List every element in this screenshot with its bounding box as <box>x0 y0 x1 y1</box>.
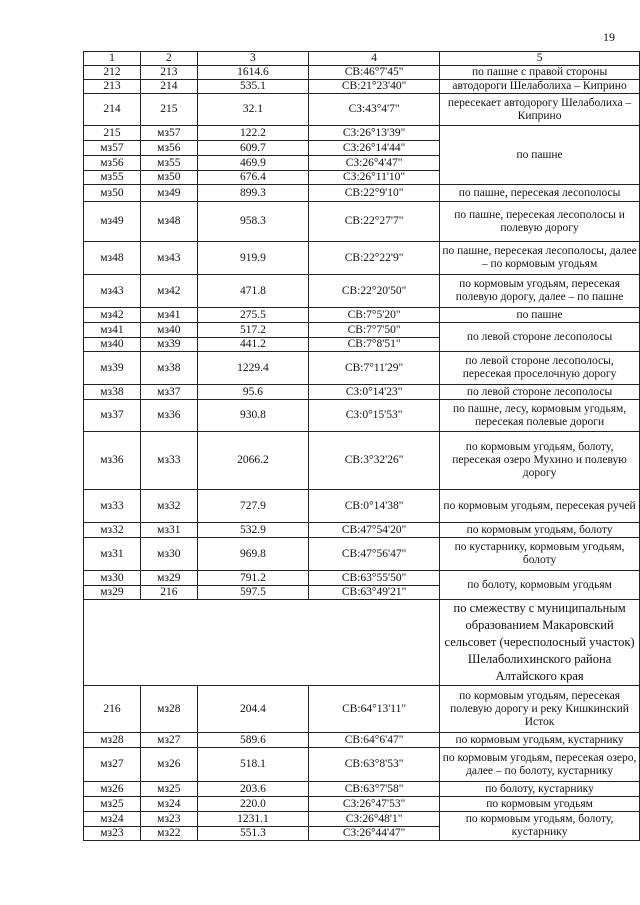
from-point-cell: мз28 <box>84 733 141 748</box>
description-cell: по кормовым угодьям <box>440 797 640 812</box>
table-row <box>84 352 640 385</box>
from-point-cell: мз32 <box>84 523 141 538</box>
description-cell: по кормовым угодьям, кустарнику <box>440 733 640 748</box>
column-header-2: 2 <box>140 52 197 66</box>
description-cell: по левой стороне лесополосы <box>440 385 640 400</box>
table-row <box>84 523 640 538</box>
description-cell: по кормовым угодьям, пересекая полевую дорогу и реку Кишкинский Исток <box>440 686 640 733</box>
from-point-cell: 215 <box>84 126 141 141</box>
table-row <box>84 80 640 94</box>
length-cell: 899.3 <box>197 185 308 202</box>
table-row <box>84 323 640 338</box>
from-point-cell: мз55 <box>84 171 141 185</box>
to-point-cell: мз30 <box>140 538 197 571</box>
table-row <box>84 571 640 586</box>
length-cell: 203.6 <box>197 782 308 797</box>
from-point-cell: мз25 <box>84 797 141 812</box>
bearing-cell: СВ:22°20'50" <box>309 275 440 308</box>
from-point-cell: мз26 <box>84 782 141 797</box>
table-row <box>84 242 640 275</box>
length-cell: 518.1 <box>197 748 308 782</box>
length-cell: 95.6 <box>197 385 308 400</box>
bearing-cell: СВ:22°22'9" <box>309 242 440 275</box>
length-cell: 791.2 <box>197 571 308 586</box>
bearing-cell: СЗ:43°4'7" <box>309 94 440 126</box>
to-point-cell: мз42 <box>140 275 197 308</box>
table-row <box>84 733 640 748</box>
description-cell: по левой стороне лесополосы, пересекая проселочную дорогу <box>440 352 640 385</box>
table-row <box>84 66 640 80</box>
bearing-cell: СВ:22°9'10" <box>309 185 440 202</box>
from-point-cell: мз39 <box>84 352 141 385</box>
length-cell: 551.3 <box>197 827 308 841</box>
length-cell: 1231.1 <box>197 812 308 827</box>
bearing-cell: СВ:63°49'21" <box>309 586 440 600</box>
column-header-5: 5 <box>440 52 640 66</box>
to-point-cell: мз50 <box>140 171 197 185</box>
table-row <box>84 202 640 242</box>
to-point-cell: мз36 <box>140 400 197 432</box>
to-point-cell: мз49 <box>140 185 197 202</box>
bearing-cell: СВ:63°7'58" <box>309 782 440 797</box>
length-cell: 1229.4 <box>197 352 308 385</box>
to-point-cell: мз24 <box>140 797 197 812</box>
length-cell: 609.7 <box>197 141 308 156</box>
to-point-cell: мз32 <box>140 490 197 523</box>
table-row <box>84 275 640 308</box>
description-cell: по кормовым угодьям, болоту, пересекая озеро Мухино и полевую дорогу <box>440 432 640 490</box>
to-point-cell: 216 <box>140 586 197 600</box>
table-row <box>84 686 640 733</box>
from-point-cell: мз57 <box>84 141 141 156</box>
description-cell: по пашне, пересекая лесополосы <box>440 185 640 202</box>
table-note-row <box>84 600 640 686</box>
description-cell: по кормовым угодьям, болоту, кустарнику <box>440 812 640 841</box>
to-point-cell: мз31 <box>140 523 197 538</box>
to-point-cell: мз56 <box>140 141 197 156</box>
description-cell: по пашне, пересекая лесополосы и полевую дорогу <box>440 202 640 242</box>
description-cell: пересекает автодорогу Шелаболиха – Киприно <box>440 94 640 126</box>
bearing-cell: СВ:64°6'47" <box>309 733 440 748</box>
table-row <box>84 812 640 827</box>
description-cell: по левой стороне лесополосы <box>440 323 640 352</box>
bearing-cell: СВ:7°8'51" <box>309 338 440 352</box>
table-row <box>84 308 640 323</box>
bearing-cell: СВ:64°13'11" <box>309 686 440 733</box>
description-cell: по болоту, кустарнику <box>440 782 640 797</box>
description-cell: по кормовым угодьям, пересекая ручей <box>440 490 640 523</box>
bearing-cell: СЗ:0°15'53" <box>309 400 440 432</box>
description-cell: по кормовым угодьям, пересекая озеро, далее – по болоту, кустарнику <box>440 748 640 782</box>
bearing-cell: СВ:46°7'45" <box>309 66 440 80</box>
boundary-table <box>83 51 640 841</box>
to-point-cell: 214 <box>140 80 197 94</box>
from-point-cell: мз40 <box>84 338 141 352</box>
bearing-cell: СВ:7°11'29" <box>309 352 440 385</box>
length-cell: 220.0 <box>197 797 308 812</box>
from-point-cell: 216 <box>84 686 141 733</box>
from-point-cell: мз29 <box>84 586 141 600</box>
length-cell: 441.2 <box>197 338 308 352</box>
length-cell: 204.4 <box>197 686 308 733</box>
length-cell: 1614.6 <box>197 66 308 80</box>
bearing-cell: СВ:47°54'20" <box>309 523 440 538</box>
bearing-cell: СЗ:26°48'1" <box>309 812 440 827</box>
description-cell: по кормовым угодьям, болоту <box>440 523 640 538</box>
bearing-cell: СВ:47°56'47" <box>309 538 440 571</box>
table-row <box>84 94 640 126</box>
bearing-cell: СВ:3°32'26" <box>309 432 440 490</box>
from-point-cell: мз48 <box>84 242 141 275</box>
length-cell: 32.1 <box>197 94 308 126</box>
to-point-cell: мз25 <box>140 782 197 797</box>
bearing-cell: СЗ:26°13'39" <box>309 126 440 141</box>
to-point-cell: мз33 <box>140 432 197 490</box>
bearing-cell: СВ:7°7'50" <box>309 323 440 338</box>
length-cell: 969.8 <box>197 538 308 571</box>
bearing-cell: СВ:21°23'40" <box>309 80 440 94</box>
to-point-cell: мз55 <box>140 156 197 171</box>
to-point-cell: мз41 <box>140 308 197 323</box>
bearing-cell: СЗ:26°47'53" <box>309 797 440 812</box>
bearing-cell: СВ:7°5'20" <box>309 308 440 323</box>
description-cell: по пашне <box>440 126 640 185</box>
description-cell: автодороги Шелаболиха – Киприно <box>440 80 640 94</box>
table-row <box>84 538 640 571</box>
column-header-3: 3 <box>197 52 308 66</box>
from-point-cell: 213 <box>84 80 141 94</box>
page-number: 19 <box>603 30 615 44</box>
to-point-cell: 215 <box>140 94 197 126</box>
from-point-cell: мз23 <box>84 827 141 841</box>
length-cell: 517.2 <box>197 323 308 338</box>
table-row <box>84 432 640 490</box>
note-cell: по смежеству с муниципальным образованием Макаровский сельсовет (чересполосный участок) Шелаболихинского района Алтайского края <box>440 600 640 686</box>
column-header-4: 4 <box>309 52 440 66</box>
length-cell: 469.9 <box>197 156 308 171</box>
description-cell: по пашне с правой стороны <box>440 66 640 80</box>
to-point-cell: мз57 <box>140 126 197 141</box>
table-row <box>84 126 640 141</box>
from-point-cell: мз30 <box>84 571 141 586</box>
to-point-cell: мз27 <box>140 733 197 748</box>
to-point-cell: мз43 <box>140 242 197 275</box>
to-point-cell: мз23 <box>140 812 197 827</box>
to-point-cell: мз39 <box>140 338 197 352</box>
note-empty-cell <box>84 600 440 686</box>
from-point-cell: мз50 <box>84 185 141 202</box>
bearing-cell: СЗ:26°44'47" <box>309 827 440 841</box>
to-point-cell: мз28 <box>140 686 197 733</box>
from-point-cell: мз41 <box>84 323 141 338</box>
from-point-cell: 214 <box>84 94 141 126</box>
table-row <box>84 400 640 432</box>
description-cell: по болоту, кормовым угодьям <box>440 571 640 600</box>
to-point-cell: мз40 <box>140 323 197 338</box>
header-row <box>84 52 640 66</box>
length-cell: 535.1 <box>197 80 308 94</box>
to-point-cell: мз48 <box>140 202 197 242</box>
length-cell: 930.8 <box>197 400 308 432</box>
length-cell: 676.4 <box>197 171 308 185</box>
length-cell: 597.5 <box>197 586 308 600</box>
from-point-cell: мз33 <box>84 490 141 523</box>
to-point-cell: мз38 <box>140 352 197 385</box>
to-point-cell: мз29 <box>140 571 197 586</box>
table-row <box>84 797 640 812</box>
length-cell: 122.2 <box>197 126 308 141</box>
bearing-cell: СЗ:26°14'44" <box>309 141 440 156</box>
to-point-cell: мз26 <box>140 748 197 782</box>
length-cell: 589.6 <box>197 733 308 748</box>
from-point-cell: мз49 <box>84 202 141 242</box>
length-cell: 958.3 <box>197 202 308 242</box>
bearing-cell: СЗ:0°14'23" <box>309 385 440 400</box>
from-point-cell: мз36 <box>84 432 141 490</box>
table-row <box>84 385 640 400</box>
from-point-cell: мз42 <box>84 308 141 323</box>
description-cell: по кормовым угодьям, пересекая полевую дорогу, далее – по пашне <box>440 275 640 308</box>
to-point-cell: 213 <box>140 66 197 80</box>
description-cell: по пашне, лесу, кормовым угодьям, пересекая полевые дороги <box>440 400 640 432</box>
bearing-cell: СВ:22°27'7" <box>309 202 440 242</box>
length-cell: 275.5 <box>197 308 308 323</box>
bearing-cell: СВ:63°8'53" <box>309 748 440 782</box>
from-point-cell: мз31 <box>84 538 141 571</box>
length-cell: 2066.2 <box>197 432 308 490</box>
bearing-cell: СЗ:26°11'10" <box>309 171 440 185</box>
bearing-cell: СЗ:26°4'47" <box>309 156 440 171</box>
bearing-cell: СВ:63°55'50" <box>309 571 440 586</box>
description-cell: по пашне <box>440 308 640 323</box>
column-header-1: 1 <box>84 52 141 66</box>
description-cell: по кустарнику, кормовым угодьям, болоту <box>440 538 640 571</box>
to-point-cell: мз37 <box>140 385 197 400</box>
length-cell: 919.9 <box>197 242 308 275</box>
from-point-cell: мз43 <box>84 275 141 308</box>
length-cell: 471.8 <box>197 275 308 308</box>
to-point-cell: мз22 <box>140 827 197 841</box>
table-row <box>84 782 640 797</box>
length-cell: 532.9 <box>197 523 308 538</box>
from-point-cell: мз38 <box>84 385 141 400</box>
from-point-cell: мз37 <box>84 400 141 432</box>
length-cell: 727.9 <box>197 490 308 523</box>
description-cell: по пашне, пересекая лесополосы, далее – по кормовым угодьям <box>440 242 640 275</box>
from-point-cell: 212 <box>84 66 141 80</box>
from-point-cell: мз56 <box>84 156 141 171</box>
table-row <box>84 185 640 202</box>
from-point-cell: мз24 <box>84 812 141 827</box>
bearing-cell: СВ:0°14'38" <box>309 490 440 523</box>
table-row <box>84 490 640 523</box>
table-row <box>84 748 640 782</box>
from-point-cell: мз27 <box>84 748 141 782</box>
